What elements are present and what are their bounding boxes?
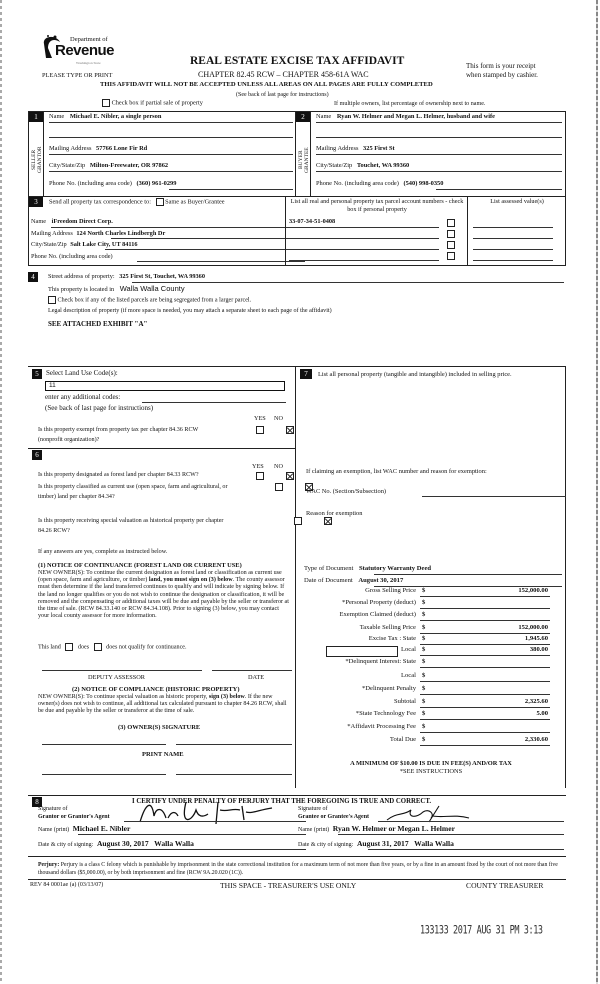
- parcel-row: [287, 240, 567, 251]
- assessor-date-label: DATE: [248, 674, 265, 681]
- seller-phone-label: Phone No. (including area code): [49, 180, 132, 187]
- treasurer-stamp: 133133 2017 AUG 31 PM 3:13: [420, 924, 543, 938]
- doc-date-value[interactable]: August 30, 2017: [358, 577, 404, 584]
- yes-header: YES: [254, 415, 266, 422]
- reason-label: Reason for exemption: [306, 510, 363, 517]
- partial-sale-checkbox[interactable]: [102, 99, 110, 107]
- receipt-note-1: This form is your receipt: [466, 62, 536, 70]
- grantee-name-row: [298, 824, 455, 833]
- fee-value[interactable]: 2,330.60: [524, 736, 548, 743]
- county-value[interactable]: Walla Walla County: [119, 284, 185, 293]
- buyer-phone-row: [316, 180, 443, 187]
- notice1-text-b: . The county assessor must then determine if the land transferred continues to qualify and will indicate by signing below. If the land no longer qualifies or you do not wish to continue the designation or classification, it will be removed and the compensating or additional taxes will be due and payable by the seller or transferor at the time of sale. (RCW 84.33.140 or RCW 84.34.108). Prior to signing (3) below, you may contact your local county assessor for more information.: [38, 577, 289, 620]
- assessed-values-header: List assessed value(s): [490, 198, 544, 205]
- land-use-code-input[interactable]: [45, 381, 285, 391]
- seller-mailing-label: Mailing Address: [49, 145, 92, 152]
- doc-type-row: [304, 565, 431, 572]
- corr-city-value[interactable]: Salt Lake City, UT 84116: [70, 241, 138, 248]
- seller-city-value[interactable]: Milton-Freewater, OR 97862: [89, 162, 169, 169]
- section-7-badge: 7: [300, 369, 312, 379]
- fee-row-gross: [296, 587, 596, 598]
- buyer-name-row: [316, 113, 495, 120]
- wac-row: [306, 488, 386, 495]
- perjury-label: Perjury:: [38, 862, 60, 868]
- grantee-date-row: [298, 839, 454, 848]
- perjury-text: Perjury is a class C felony which is punishable by imprisonment in the state correctional institution for a maximum term of not more than five years, or by a fine in an amount fixed by the court of not more than five thousand dollars ($5,000.00), or by both imprisonment and fine (RCW 9A.20.020 (1C)).: [38, 862, 558, 876]
- fee-row-processing-fee: [296, 723, 596, 734]
- fee-row-subtotal: [296, 698, 596, 709]
- grantee-name-value[interactable]: Ryan W. Helmer or Megan L. Helmer: [332, 824, 455, 833]
- buyer-city-label: City/State/Zip: [316, 162, 353, 169]
- continuance-row: [38, 643, 187, 651]
- grantor-signature-label-2: Grantor or Grantor's Agent: [38, 814, 110, 820]
- fee-row-total-due: [296, 736, 596, 747]
- section-5-badge: 5: [32, 369, 42, 379]
- parcel-numbers-header: List all real and personal property tax parcel account numbers - check box if personal property: [290, 198, 464, 213]
- additional-codes-label: enter any additional codes:: [45, 393, 121, 401]
- notice2-bold: sign (3) below: [208, 694, 245, 700]
- form-id: REV 84 0001ae (a) (03/13/07): [30, 882, 104, 888]
- no-header: NO: [274, 415, 283, 422]
- seller-mailing-row: [49, 145, 147, 152]
- same-as-buyer-label: Same as Buyer/Grantee: [165, 198, 225, 206]
- parcel-row: [287, 229, 567, 240]
- notice-compliance-title: (2) NOTICE OF COMPLIANCE (HISTORIC PROPERTY): [72, 686, 240, 693]
- fee-label: Excise Tax : State: [368, 635, 416, 642]
- corr-city-row: [31, 241, 138, 248]
- no-header: NO: [274, 463, 283, 470]
- fee-row-excise-state: [296, 635, 596, 646]
- dollar-sign: $: [422, 723, 426, 730]
- fee-label: Subtotal: [394, 698, 416, 705]
- scan-edge-left: [0, 0, 2, 984]
- dollar-sign: $: [422, 635, 426, 642]
- parcel-row: [287, 251, 567, 262]
- land-use-instructions: (See back of last page for instructions): [45, 404, 154, 412]
- legal-description-value[interactable]: SEE ATTACHED EXHIBIT "A": [48, 320, 148, 328]
- seller-name-row: [49, 113, 161, 120]
- fee-value[interactable]: 1,945.60: [524, 635, 548, 642]
- grantor-name-label: Name (print): [38, 827, 70, 833]
- segregated-checkbox[interactable]: [48, 296, 56, 304]
- certification-section: [28, 795, 566, 857]
- grantor-name-row: [38, 824, 130, 833]
- notice1-bold: land, you must sign on (3) below: [148, 577, 233, 584]
- doc-date-row: [304, 577, 403, 584]
- fee-label: Exemption Claimed (deduct): [339, 611, 416, 618]
- notice2-text-a: NEW OWNER(S): To continue special valuation as historic property,: [38, 694, 209, 700]
- fee-label: *Personal Property (deduct): [342, 599, 416, 606]
- county-row: [48, 284, 185, 293]
- grantor-date-label: Date & city of signing:: [38, 842, 94, 848]
- buyer-name-label: Name: [316, 113, 332, 120]
- notice-continuance-body: [38, 570, 290, 620]
- parcel-number[interactable]: 33-07-34-51-0408: [289, 218, 336, 225]
- seller-section: [28, 111, 296, 197]
- seller-phone-value[interactable]: (360) 961-0299: [136, 180, 177, 187]
- property-section: [28, 270, 566, 332]
- does-not-label: does not qualify for continuance.: [106, 644, 187, 651]
- corr-name-row: [31, 218, 113, 225]
- dollar-sign: $: [422, 685, 426, 692]
- fee-row-exemption: [296, 611, 596, 622]
- dollar-sign: $: [422, 710, 426, 717]
- does-not-qualify-checkbox[interactable]: [94, 643, 102, 651]
- fee-label: Local: [400, 646, 416, 653]
- doc-type-value[interactable]: Statutory Warranty Deed: [359, 565, 432, 572]
- seller-city-row: [49, 162, 168, 169]
- buyer-section: [296, 111, 566, 197]
- fee-value[interactable]: 152,000.00: [518, 587, 548, 594]
- grantor-signature-label-1: Signature of: [38, 806, 68, 812]
- this-land-label: This land: [38, 644, 61, 651]
- fee-label: Local: [400, 672, 416, 679]
- seller-city-label: City/State/Zip: [49, 162, 86, 169]
- corr-phone-label: Phone No. (including area code): [31, 253, 113, 260]
- acceptance-warning: THIS AFFIDAVIT WILL NOT BE ACCEPTED UNLESS ALL AREAS ON ALL PAGES ARE FULLY COMPLETED: [100, 81, 433, 88]
- multiple-owners-note: If multiple owners, list percentage of ownership next to name.: [334, 101, 486, 107]
- logo-department-text: Department of: [70, 36, 108, 43]
- fee-label: *Delinquent Penalty: [361, 685, 416, 692]
- exemption-label: If claiming an exemption, list WAC number and reason for exemption:: [306, 468, 487, 475]
- buyer-grantee-side-label: BUYER GRANTEE: [298, 147, 310, 173]
- personal-property-checkbox[interactable]: [447, 252, 455, 260]
- buyer-city-row: [316, 162, 409, 169]
- receipt-note-2: when stamped by cashier.: [466, 71, 538, 79]
- forest-land-question: Is this property designated as forest land per chapter 84.33 RCW?: [38, 472, 199, 478]
- print-name-label: PRINT NAME: [142, 751, 184, 758]
- partial-sale-label: Check box if partial sale of property: [111, 99, 203, 107]
- corr-city-label: City/State/Zip: [31, 241, 67, 248]
- grantee-signature-label-1: Signature of: [298, 806, 328, 812]
- current-use-yes-checkbox[interactable]: [275, 483, 283, 491]
- dollar-sign: $: [422, 646, 426, 653]
- deputy-assessor-label: DEPUTY ASSESSOR: [88, 674, 145, 681]
- grantor-date-value[interactable]: August 30, 2017 Walla Walla: [96, 839, 194, 848]
- wac-input[interactable]: [422, 496, 566, 497]
- fee-label: *Delinquent Interest: State: [345, 658, 416, 665]
- segregated-row[interactable]: [48, 296, 251, 304]
- fee-row-penalty: [296, 685, 596, 696]
- if-yes-instructions: If any answers are yes, complete as instructed below.: [38, 549, 168, 555]
- doc-type-label: Type of Document: [304, 565, 354, 572]
- perjury-notice: [38, 862, 558, 877]
- personal-property-checkbox[interactable]: [447, 230, 455, 238]
- grantee-date-label: Date & city of signing:: [298, 842, 354, 848]
- exempt-yes-checkbox[interactable]: [256, 426, 264, 434]
- dollar-sign: $: [422, 736, 426, 743]
- seller-grantor-side-label: SELLER GRANTOR: [31, 146, 43, 174]
- notice1-text-a: NEW OWNER(S): To continue the current designation as forest land or classification as current use (open space, farm and agriculture, or timber): [38, 570, 282, 584]
- form-title: REAL ESTATE EXCISE TAX AFFIDAVIT: [190, 55, 405, 67]
- street-address-value[interactable]: 325 First St, Touchet, WA 99360: [119, 273, 205, 280]
- seller-phone-row: [49, 180, 176, 187]
- street-address-label: Street address of property:: [48, 273, 115, 280]
- historic-question: Is this property receiving special valuation as historical property per chapter 84.26 RCW?: [38, 518, 224, 534]
- buyer-phone-label: Phone No. (including area code): [316, 180, 399, 187]
- parcel-row: [287, 218, 567, 229]
- county-label: This property is located in: [48, 286, 115, 293]
- see-instructions-note: *SEE INSTRUCTIONS: [399, 768, 463, 775]
- county-treasurer-label: COUNTY TREASURER: [466, 881, 544, 890]
- instructions-note: (See back of last page for instructions): [236, 92, 329, 98]
- yes-header: YES: [252, 463, 264, 470]
- buyer-mailing-row: [316, 145, 395, 152]
- fee-label: Taxable Selling Price: [359, 624, 416, 631]
- fee-label: Gross Selling Price: [365, 587, 416, 594]
- fee-label: *Affidavit Processing Fee: [347, 723, 416, 730]
- personal-property-checkbox[interactable]: [447, 219, 455, 227]
- correspondence-section: [28, 196, 566, 266]
- fee-row-personal: [296, 599, 596, 610]
- fee-row-excise-local: [296, 646, 596, 657]
- dollar-sign: $: [422, 672, 426, 679]
- grantor-name-value[interactable]: Michael E. Nibler: [72, 824, 131, 833]
- please-type-label: PLEASE TYPE OR PRINT: [42, 72, 113, 79]
- partial-sale-checkbox-row[interactable]: [102, 99, 203, 107]
- buyer-mailing-value[interactable]: 325 First St: [363, 145, 395, 152]
- same-as-buyer-checkbox[interactable]: [156, 198, 164, 206]
- grantee-date-value[interactable]: August 31, 2017 Walla Walla: [356, 839, 454, 848]
- buyer-city-value[interactable]: Touchet, WA 99360: [356, 162, 410, 169]
- correspondence-header: [49, 198, 225, 206]
- fee-row-taxable: [296, 624, 596, 635]
- minimum-fee-note: A MINIMUM OF $10.00 IS DUE IN FEE(S) AND/OR TAX: [350, 760, 512, 767]
- form-subtitle: CHAPTER 82.45 RCW – CHAPTER 458-61A WAC: [198, 70, 369, 79]
- section-4-badge: 4: [28, 272, 38, 282]
- dollar-sign: $: [422, 658, 426, 665]
- fee-row-tech-fee: [296, 710, 596, 721]
- dollar-sign: $: [422, 587, 426, 594]
- buyer-mailing-label: Mailing Address: [316, 145, 359, 152]
- section-3-badge: 3: [29, 197, 43, 207]
- street-address-row: [48, 273, 205, 280]
- personal-property-checkbox[interactable]: [447, 241, 455, 249]
- corr-name-value[interactable]: iFreedom Direct Corp.: [51, 218, 113, 225]
- notice-compliance-body: [38, 694, 290, 716]
- section-2-badge: 2: [296, 112, 310, 122]
- corr-mailing-label: Mailing Address: [31, 230, 73, 237]
- seller-name-label: Name: [49, 113, 65, 120]
- personal-property-section: [296, 366, 566, 788]
- treasurer-use-label: THIS SPACE - TREASURER'S USE ONLY: [220, 881, 357, 890]
- dor-logo: [38, 30, 115, 72]
- legal-description-label: Legal description of property (if more space is needed, you may attach a separate sheet to each page of the affidavit): [48, 308, 332, 314]
- corr-name-label: Name: [31, 218, 47, 225]
- forest-yes-checkbox[interactable]: [256, 472, 264, 480]
- fee-label: Total Due: [389, 736, 416, 743]
- scan-edge-right: [596, 0, 598, 984]
- corr-phone-row: [31, 253, 115, 260]
- section-6-badge: 6: [32, 450, 42, 460]
- notice-continuance-title: (1) NOTICE OF CONTINUANCE (FOREST LAND OR CURRENT USE): [38, 562, 242, 569]
- buyer-name-value[interactable]: Ryan W. Helmer and Megan L. Helmer, husband and wife: [336, 113, 496, 120]
- doc-date-label: Date of Document: [304, 577, 353, 584]
- fee-row-delinquent-state: [296, 658, 596, 669]
- logo-tagline: Washington State: [76, 61, 101, 65]
- personal-property-label: List all personal property (tangible and intangible) included in selling price.: [318, 371, 512, 378]
- notice2-text-b: . If the new owner(s) does not wish to continue, all additional tax calculated pursuant to chapter 84.26 RCW, shall be due and payable by the seller or transferor at the time of sale.: [38, 694, 287, 715]
- fee-value[interactable]: 380.00: [529, 646, 548, 653]
- seller-mailing-value[interactable]: 57766 Lone Fir Rd: [96, 145, 148, 152]
- seller-name-value[interactable]: Michael E. Nibler, a single person: [69, 113, 162, 120]
- fee-value[interactable]: 2,325.60: [524, 698, 548, 705]
- grantee-name-label: Name (print): [298, 827, 330, 833]
- segregated-label: Check box if any of the listed parcels are being segregated from a larger parcel.: [57, 297, 252, 304]
- exempt-no-checkbox[interactable]: [286, 426, 294, 434]
- does-label: does: [77, 644, 90, 651]
- section-1-badge: 1: [29, 112, 43, 122]
- fee-value[interactable]: 152,000.00: [518, 624, 548, 631]
- dollar-sign: $: [422, 624, 426, 631]
- buyer-phone-value[interactable]: (540) 998-0350: [403, 180, 444, 187]
- dollar-sign: $: [422, 698, 426, 705]
- wac-label: WAC No. (Section/Subsection): [306, 488, 387, 495]
- land-use-label: Select Land Use Code(s):: [46, 369, 118, 377]
- fee-value[interactable]: 5.00: [536, 710, 548, 717]
- perjury-certification: I CERTIFY UNDER PENALTY OF PERJURY THAT THE FOREGOING IS TRUE AND CORRECT.: [132, 798, 432, 805]
- grantee-signature-label-2: Grantee or Grantee's Agent: [298, 814, 370, 820]
- fee-row-delinquent-local: [296, 672, 596, 683]
- local-jurisdiction-input[interactable]: [326, 646, 398, 657]
- current-use-question: Is this property classified as current use (open space, farm and agricultural, or timber) land per chapter 84.34?: [38, 484, 228, 500]
- correspondence-label: Send all property tax correspondence to:: [49, 198, 151, 206]
- dollar-sign: $: [422, 599, 426, 606]
- forest-no-checkbox[interactable]: [286, 472, 294, 480]
- corr-mailing-row: [31, 230, 165, 237]
- land-use-code-value: 11: [49, 382, 56, 389]
- fee-label: *State Technology Fee: [355, 710, 416, 717]
- owner-signature-label: (3) OWNER(S) SIGNATURE: [118, 724, 201, 731]
- logo-revenue-text: Revenue: [55, 42, 115, 59]
- designation-section: [28, 448, 296, 788]
- land-use-section: [28, 366, 296, 456]
- dollar-sign: $: [422, 611, 426, 618]
- does-qualify-checkbox[interactable]: [65, 643, 73, 651]
- corr-mailing-value[interactable]: 124 North Charles Lindbergh Dr: [76, 230, 166, 237]
- exempt-question: Is this property exempt from property tax per chapter 84.36 RCW (nonprofit organization)?: [38, 427, 199, 443]
- grantor-date-row: [38, 839, 194, 848]
- section-8-badge: 8: [32, 797, 42, 807]
